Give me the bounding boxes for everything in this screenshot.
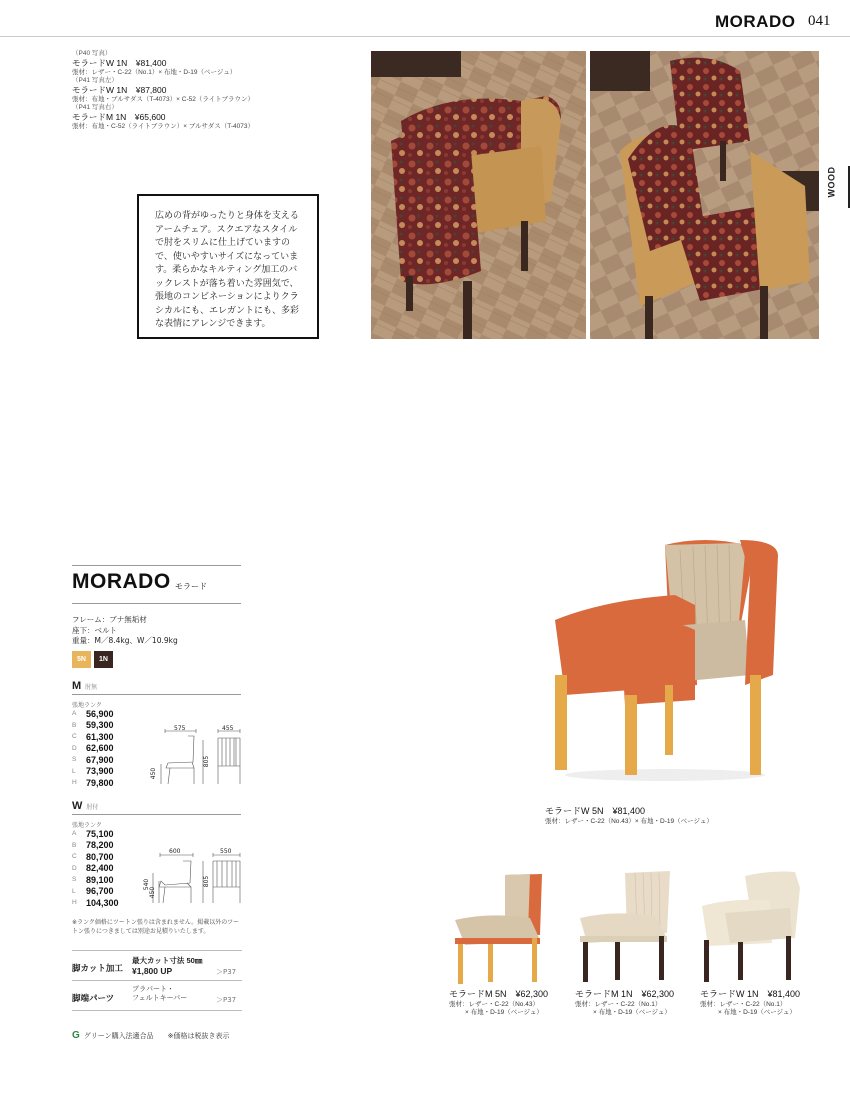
spec-weight: 重量：M／8.4kg、W／10.9kg [72,636,178,645]
m1n-caption [575,989,674,1018]
price-row [72,766,114,778]
dim-width: 575 [174,725,186,732]
side-tag-label: WOOD [826,166,837,198]
price-row [72,863,119,875]
rank-letter: L [72,767,76,775]
main-chair-material: 張材：レザー・C-22（No.43）× 布地・D-19（ベージュ） [545,817,713,825]
product-spec [72,615,178,647]
rank-price: 79,800 [86,777,114,788]
rank-caption: 張地ランク [72,702,102,709]
legcut-max: 最大カット寸法 50㎜ [132,956,203,965]
model-w-label: W [72,800,83,812]
model-m-dimension-drawing [148,722,244,792]
rank-letter: L [72,887,76,895]
rank-letter: B [72,721,77,729]
rank-letter: B [72,841,77,849]
product-chair-w1n [700,868,805,983]
model-m-sub: 肘無 [85,685,98,691]
rank-price: 56,900 [86,708,114,719]
rank-letter: D [72,864,77,872]
price-row [72,828,119,840]
green-purchase-icon: G [72,1030,80,1041]
m5n-name: モラードM 5N ¥62,300 [449,989,549,999]
price-row [72,777,114,789]
rank-caption: 張地ランク [72,822,102,829]
model-w-price-list [72,828,119,909]
legcut-label: 脚カット加工 [72,964,123,974]
rank-price: 89,100 [86,874,114,885]
color-chip-1n: 1N [94,651,113,668]
price-row [72,840,119,852]
rank-price: 78,200 [86,840,114,851]
section-divider [72,814,241,815]
product-chair-main [545,535,785,785]
m1n-material: 張材：レザー・C-22（No.1） [575,1000,662,1008]
rank-price: 96,700 [86,886,114,897]
rank-letter: C [72,853,77,861]
product-name-jp: モラード [175,582,207,591]
rank-letter: H [72,899,77,907]
option-divider [72,950,242,951]
spec-seat: 座下：ベルト [72,625,117,635]
w1n-material-2: × 布地・D-19（ベージュ） [718,1009,796,1017]
section-divider [72,565,241,566]
rank-price: 59,300 [86,720,114,731]
rank-letter: C [72,733,77,741]
option-divider [72,1010,242,1011]
product-chair-m5n [450,870,550,985]
m1n-material-2: × 布地・D-19（ベージュ） [593,1009,671,1017]
rank-letter: A [72,830,77,838]
caption-material: 張材：レザー・C-22（No.1）× 布地・D-19（ベージュ） [72,68,237,76]
caption-material: 張材：布地・ブルサダス（T-4073）× C-52（ライトブラウン） [72,95,254,103]
legparts-line2: フェルトキーパー [132,994,188,1003]
rank-letter: H [72,779,77,787]
dim-height: 805 [203,755,211,768]
rank-price: 104,300 [86,897,119,908]
price-row [72,874,119,886]
caption-material: 張材：布地・C-52（ライトブラウン）× ブルサダス（T-4073） [72,122,254,130]
product-name: MORADO [72,570,171,593]
dim-seat: 450 [149,886,157,899]
model-w-dimension-drawing [143,845,243,910]
legparts-line1: ブラパート・ [132,985,174,993]
photo-chair-left [371,51,586,339]
price-row [72,754,114,766]
m5n-caption [449,989,548,1018]
dim-height: 805 [203,875,211,888]
price-row [72,720,114,732]
dim-depth: 550 [220,848,232,855]
rank-price: 75,100 [86,828,114,839]
rank-letter: A [72,710,77,718]
caption-name: モラードW 1N ¥81,400 [72,58,167,69]
color-chip-5n: 5N [72,651,91,668]
price-row [72,731,114,743]
price-row [72,743,114,755]
rank-price: 80,700 [86,851,114,862]
tax-note: ※価格は税抜き表示 [167,1031,230,1040]
legparts-label: 脚端パーツ [72,994,115,1004]
price-row [72,708,114,720]
model-m-price-list [72,708,114,789]
option-divider [72,980,242,981]
rank-letter: S [72,756,77,764]
price-row [72,886,119,898]
rank-price: 62,600 [86,743,114,754]
m5n-material: 張材：レザー・C-22（No.43） [449,1000,539,1008]
dim-arm: 540 [143,878,151,891]
two-tone-note: ※ランク価格にツートン張りは含まれません。掲載以外のツートン張りにつきましては別途お見積りいたします。 [72,919,240,936]
main-chair-name: モラードW 5N ¥81,400 [545,806,646,816]
caption-ref: （P41 写真左） [72,76,118,84]
caption-ref: （P41 写真右） [72,103,118,111]
caption-name: モラードM 1N ¥65,600 [72,111,166,122]
w1n-material: 張材：レザー・C-22（No.1） [700,1000,787,1008]
price-row [72,851,119,863]
side-category-tag [826,165,842,205]
w1n-caption [700,989,800,1018]
rank-price: 61,300 [86,731,114,742]
rank-letter: S [72,876,77,884]
rank-price: 82,400 [86,863,114,874]
legparts-page-ref[interactable]: ＞P37 [216,996,237,1004]
price-row [72,897,119,909]
spec-frame: フレーム：ブナ無垢材 [72,615,147,624]
legcut-detail [132,955,202,976]
photo-chair-right [590,51,819,339]
legcut-price: ¥1,800 UP [132,966,173,976]
rank-letter: D [72,744,77,752]
legcut-page-ref[interactable]: ＞P37 [216,968,237,976]
description-text: 広めの背がゆったりと身体を支えるアームチェア。スクエアなスタイルで肘をスリムに仕上げていますので、使いやすいサイズになっています。柔らかなキルティング加工のバックレストが落ち着いた雰囲気で、張地のコンビネーションによりクラシカルにも、エレガントにも、多彩な表情にアレンジできます。 [155,211,300,329]
legparts-detail [132,985,187,1004]
section-divider [72,694,241,695]
caption-name: モラードW 1N ¥87,800 [72,85,167,95]
w1n-name: モラードW 1N ¥81,400 [700,989,801,999]
rank-price: 73,900 [86,766,114,777]
m1n-name: モラードM 1N ¥62,300 [575,989,675,999]
model-m-label: M [72,680,82,692]
page-title: MORADO [715,12,796,31]
dim-depth: 455 [222,725,234,732]
photo-captions [72,50,254,131]
dim-seat: 450 [150,767,158,780]
rank-price: 67,900 [86,754,114,765]
footer-notes [72,1030,230,1041]
product-chair-m1n [575,868,675,983]
header-divider [0,36,850,37]
main-chair-caption [545,806,713,826]
dim-width: 600 [169,848,181,855]
m5n-material-2: × 布地・D-19（ベージュ） [465,1009,543,1017]
section-divider [72,603,241,604]
model-m-heading [72,680,97,692]
caption-ref: （P40 写真） [72,50,112,57]
model-w-heading [72,800,98,812]
description-box [137,194,319,339]
page-number: 041 [808,13,831,29]
green-purchase-text: グリーン購入法適合品 [83,1031,154,1040]
model-w-sub: 肘付 [86,805,99,811]
